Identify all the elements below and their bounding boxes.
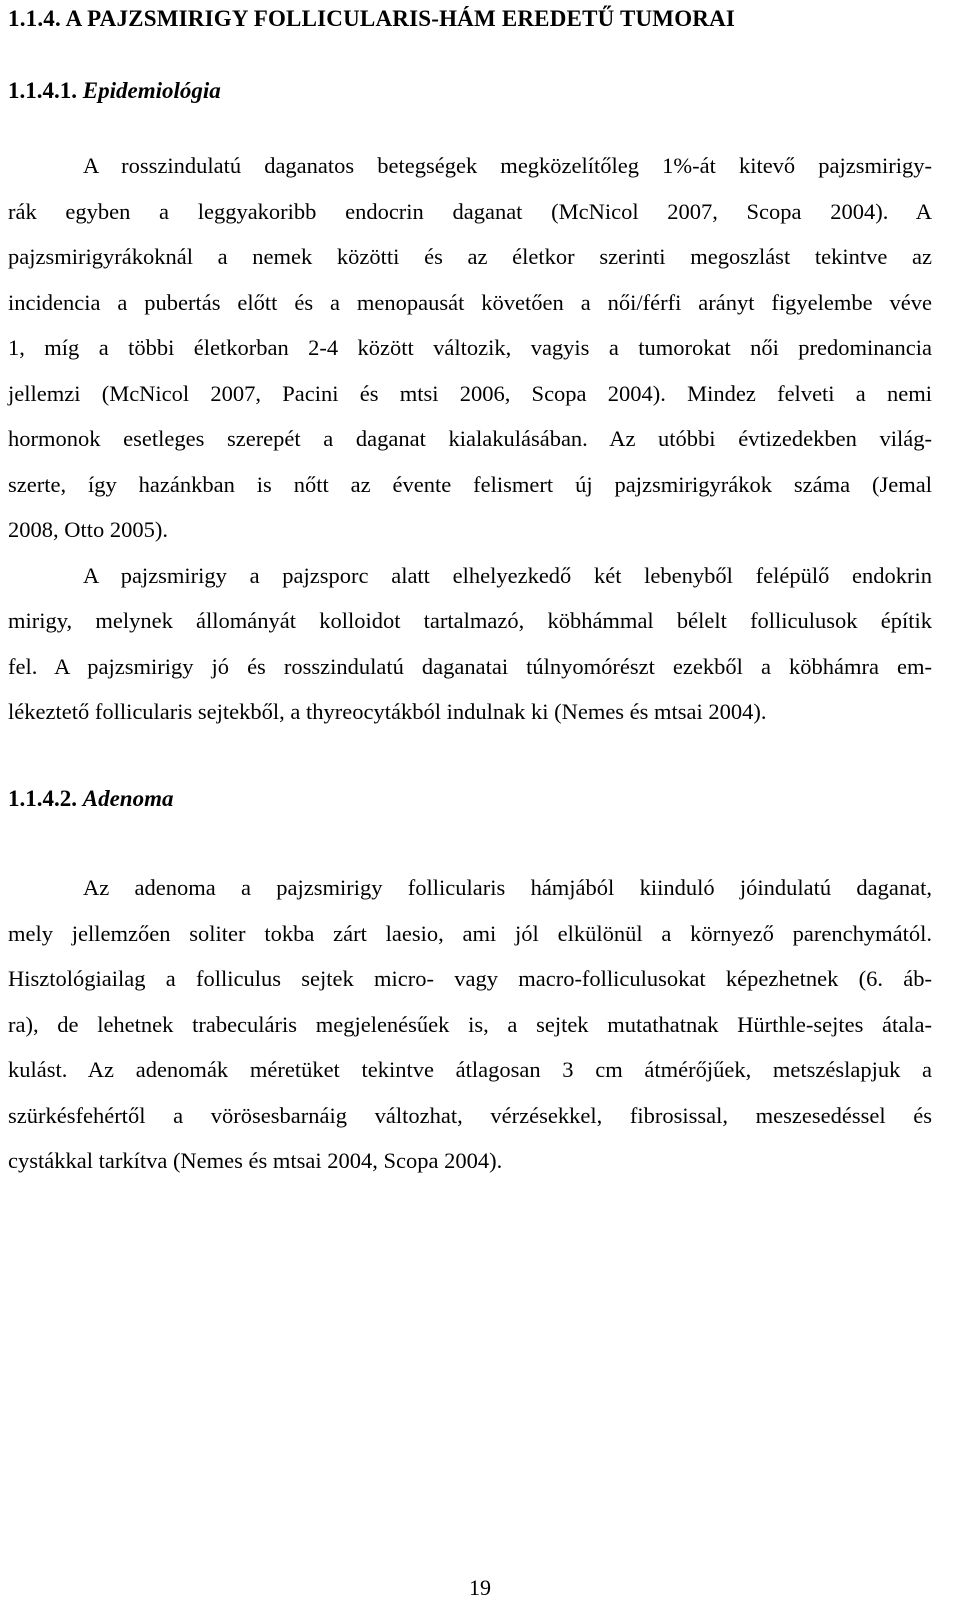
text-line: szerte, így hazánkban is nőtt az évente felismert új pajzsmirigyrákok száma (Jemal: [8, 471, 932, 497]
text-line: kulást. Az adenomák méretüket tekintve átlagosan 3 cm átmérőjűek, metszéslapjuk a: [8, 1057, 932, 1082]
section-number: 1.1.4.2.: [8, 786, 77, 811]
text-line: ra), de lehetnek trabeculáris megjelenésűek is, a sejtek mutathatnak Hürthle-sejtes átala-: [8, 1011, 932, 1037]
text-line: lékeztető follicularis sejtekből, a thyreocytákból indulnak ki (Nemes és mtsai 2004).: [8, 699, 767, 724]
text-line: rák egyben a leggyakoribb endocrin daganat (McNicol 2007, Scopa 2004). A: [8, 198, 932, 224]
text-line: A pajzsmirigy a pajzsporc alatt elhelyezkedő két lebenyből felépülő endokrin: [83, 562, 932, 588]
text-line: 1, míg a többi életkorban 2-4 között változik, vagyis a tumorokat női predominancia: [8, 335, 932, 360]
section-title: Adenoma: [82, 786, 174, 811]
text-line: A rosszindulatú daganatos betegségek megközelítőleg 1%-át kitevő pajzsmirigy-: [83, 153, 932, 178]
text-line: incidencia a pubertás előtt és a menopausát követően a női/férfi arányt figyelembe véve: [8, 289, 932, 315]
chapter-heading: 1.1.4. A PAJZSMIRIGY FOLLICULARIS-HÁM EREDETŰ TUMORAI: [8, 6, 736, 31]
section-title: Epidemiológia: [82, 78, 221, 103]
text-line: Hisztológiailag a folliculus sejtek micro- vagy macro-folliculusokat képezhetnek (6. áb-: [8, 966, 932, 991]
paragraph-adenoma: [8, 865, 932, 1184]
text-line: fel. A pajzsmirigy jó és rosszindulatú daganatai túlnyomórészt ezekből a köbhámra em-: [8, 653, 932, 679]
text-line: 2008, Otto 2005).: [8, 517, 168, 542]
text-line: pajzsmirigyrákoknál a nemek közötti és az életkor szerinti megoszlást tekintve az: [8, 244, 932, 269]
text-line: mely jellemzően soliter tokba zárt laesio, ami jól elkülönül a környező parenchymától.: [8, 920, 932, 946]
text-line: mirigy, melynek állományát kolloidot tartalmazó, köbhámmal bélelt folliculusok építik: [8, 608, 932, 633]
text-line: Az adenoma a pajzsmirigy follicularis hámjából kiinduló jóindulatú daganat,: [83, 875, 932, 900]
page-number: 19: [469, 1575, 491, 1600]
text-line: hormonok esetleges szerepét a daganat kialakulásában. Az utóbbi évtizedekben világ-: [8, 426, 932, 451]
section-number: 1.1.4.1.: [8, 78, 77, 103]
section-heading-adenoma: [8, 784, 173, 814]
text-line: cystákkal tarkítva (Nemes és mtsai 2004, Scopa 2004).: [8, 1148, 503, 1173]
text-line: jellemzi (McNicol 2007, Pacini és mtsi 2006, Scopa 2004). Mindez felveti a nemi: [8, 380, 932, 406]
text-line: szürkésfehértől a vörösesbarnáig változhat, vérzésekkel, fibrosissal, meszesedéssel és: [8, 1102, 932, 1128]
paragraph-epidemiology-1: [8, 143, 932, 735]
section-heading-epidemiology: [8, 76, 221, 106]
